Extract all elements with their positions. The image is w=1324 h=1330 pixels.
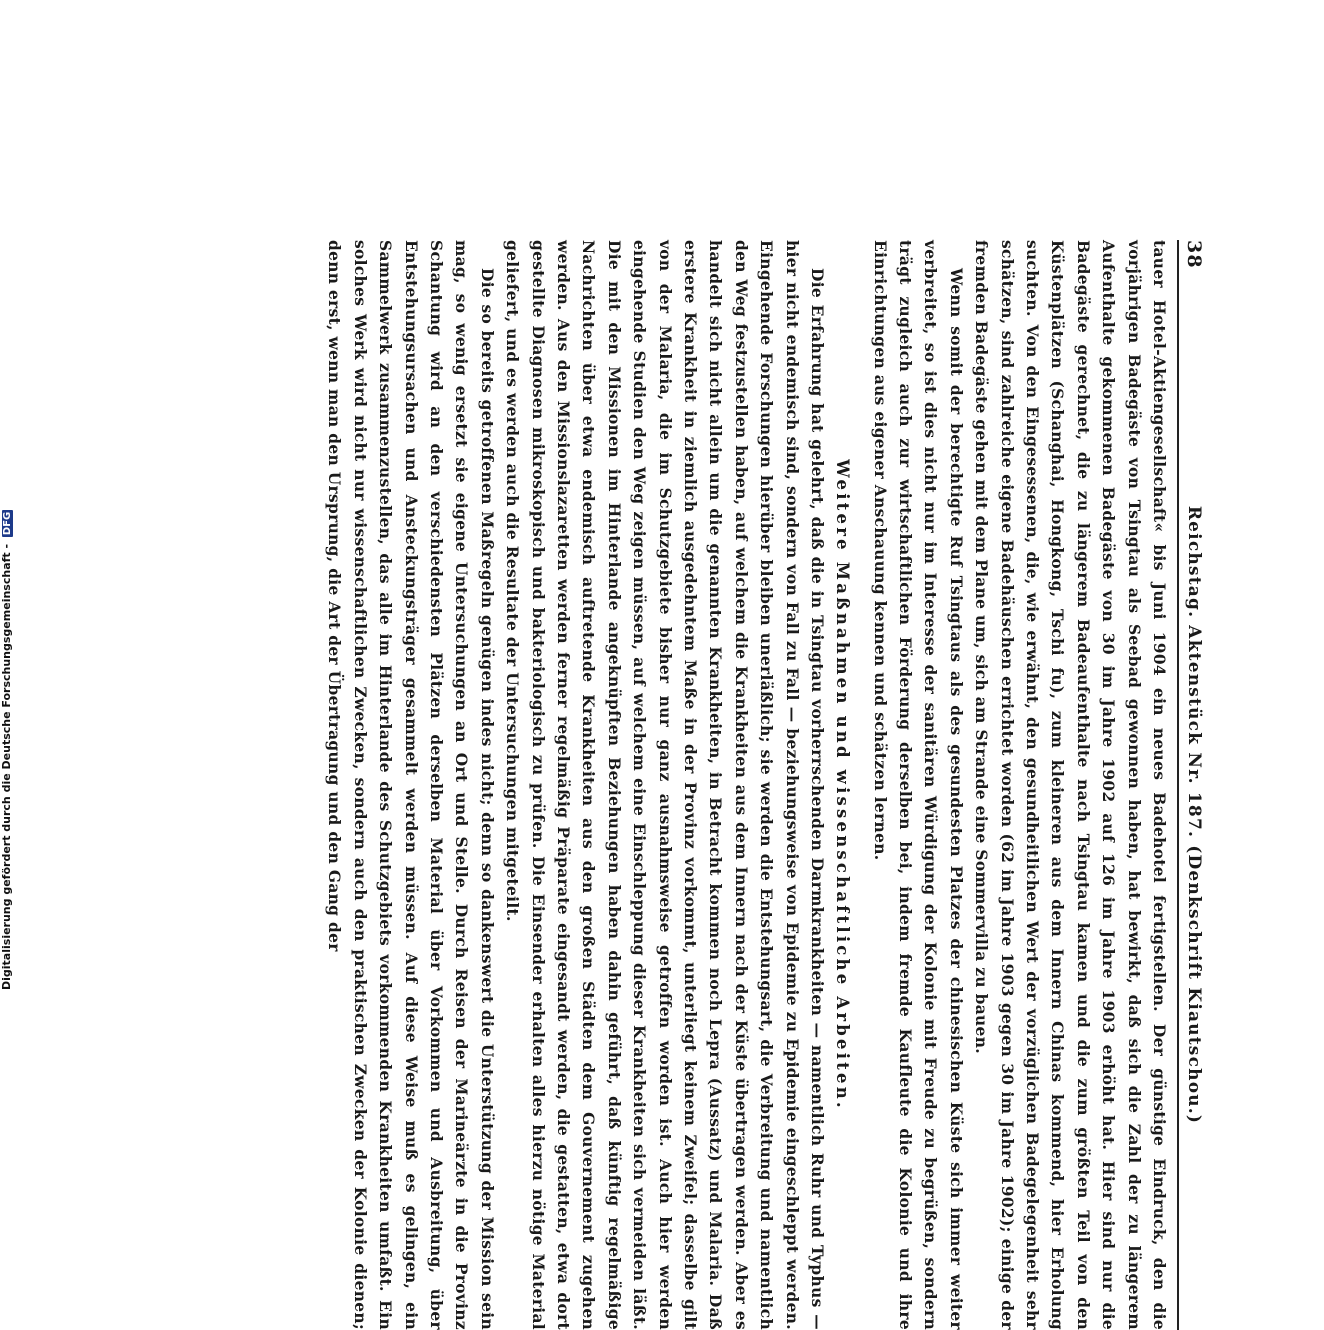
document-page	[117, 240, 1207, 1330]
credit-text: Digitalisierung gefördert durch die Deutsche Forschungsgemeinschaft -	[0, 543, 13, 990]
page-header	[1181, 240, 1207, 1125]
page-number: 38	[1183, 240, 1205, 269]
paragraph: Die Erfahrung hat gelehrt, daß die in Tsingtau vorherrschenden Darmkrankheiten — namentlich Ruhr und Typhus — hier nicht endemisch sind, sondern von Fall zu Fall — beziehungsweise von Epidemie zu Epidemie eingeschleppt werden. Eingehende Forschungen hierüber bleiben unerläßlich; sie werden die Entstehungsart, die Verbreitung und namentlich den Weg festzustellen haben, auf welchem die Krankheiten aus dem Innern nach der Küste übertragen werden. Aber es handelt sich nicht allein um die genannten Krankheiten, in Betracht kommen noch Lepra (Aussatz) und Malaria. Daß erstere Krankheit in ziemlich ausgedehntem Maße in der Provinz vorkommt, unterliegt keinem Zweifel; dasselbe gilt von der Malaria, die im Schutzgebiete bisher nur ganz ausnahmsweise getroffen worden ist. Auch hier werden eingehende Studien den Weg zeigen müssen, auf welchem eine Einschleppung dieser Krankheiten sich vermeiden läßt. Die mit den Missionen im Hinterlande angeknüpften Beziehungen haben dahin geführt, daß künftig regelmäßige Nachrichten über etwa endemisch auftretende Krankheiten aus den großen Städten dem Gouvernement zugehen werden. Aus den Missionslazaretten werden ferner regelmäßig Präparate eingesandt werden, die gestatten, etwa dort gestellte Diagnosen mikroskopisch und bakteriologisch zu prüfen. Die Einsender erhalten alles hierzu nötige Material geliefert, und es werden auch die Resultate der Untersuchungen mitgeteilt.	[503, 240, 827, 1330]
digitization-credit	[0, 511, 14, 990]
section-heading: Weitere Maßnahmen und wissenschaftliche Arbeiten.	[833, 459, 853, 1111]
running-title: Reichstag. Aktenstück Nr. 187. (Denkschrift Kiautschou.)	[1184, 505, 1204, 1125]
paragraph: Die so bereits getroffenen Maßregeln genügen indes nicht; denn so dankenswert die Unterstützung der Mission sein mag, so wenig ersetzt sie eigene Untersuchungen an Ort und Stelle. Durch Reisen der Marineärzte in die Provinz Schantung wird an den verschiedensten Plätzen derselben Material über Vorkommen und Ausbreitung, über Entstehungsursachen und Ansteckungsträger gesammelt werden müssen. Auf diese Weise muß es gelingen, ein Sammelwerk zusammenzustellen, das alle im Hinterlande des Schutzgebiets vorkommenden Krankheiten umfaßt. Ein solches Werk wird nicht nur wissenschaftlichen Zwecken, sondern auch den praktischen Zwecken der Kolonie dienen; denn erst, wenn man den Ursprung, die Art der Übertragung und den Gang der	[325, 240, 496, 1330]
paragraph: tauer Hotel-Aktiengesellschaft« bis Juni 1904 ein neues Badehotel fertigstellen. Der günstige Eindruck, den die vorjährigen Badegäste von Tsingtau als Seebad gewonnen haben, hat bewirkt, daß sich die Zahl der zu längerem Aufenthalte gekommenen Badegäste von 30 im Jahre 1902 auf 126 im Jahre 1903 erhöht hat. Hier sind nur die Badegäste gerechnet, die zu längerem Badeaufenthalte nach Tsingtau kamen und die zum größten Teil von den Küstenplätzen (Schanghai, Hongkong, Tschi fu), zum kleineren aus dem Innern Chinas kommend, hier Erholung suchten. Von den Eingesessenen, die, wie erwähnt, den gesundheitlichen Wert der vorzüglichen Badegelegenheit sehr schätzen, sind zahlreiche eigene Badehäuschen errichtet worden (62 im Jahre 1903 gegen 30 im Jahre 1902); einige der fremden Badegäste gehen mit dem Plane um, sich am Strande eine Sommervilla zu bauen.	[972, 240, 1168, 1330]
header-rule	[1177, 240, 1179, 1330]
paragraph: Wenn somit der berechtigte Ruf Tsingtaus als des gesundesten Platzes der chinesischen Küste sich immer weiter verbreitet, so ist dies nicht nur im Interesse der sanitären Würdigung der Kolonie mit Freude zu begrüßen, sondern trägt zugleich auch zur wirtschaftlichen Förderung derselben bei, indem fremde Kaufleute die Kolonie und ihre Einrichtungen aus eigener Anschauung kennen und schätzen lernen.	[870, 240, 965, 1330]
dfg-logo: DFG	[2, 511, 13, 536]
